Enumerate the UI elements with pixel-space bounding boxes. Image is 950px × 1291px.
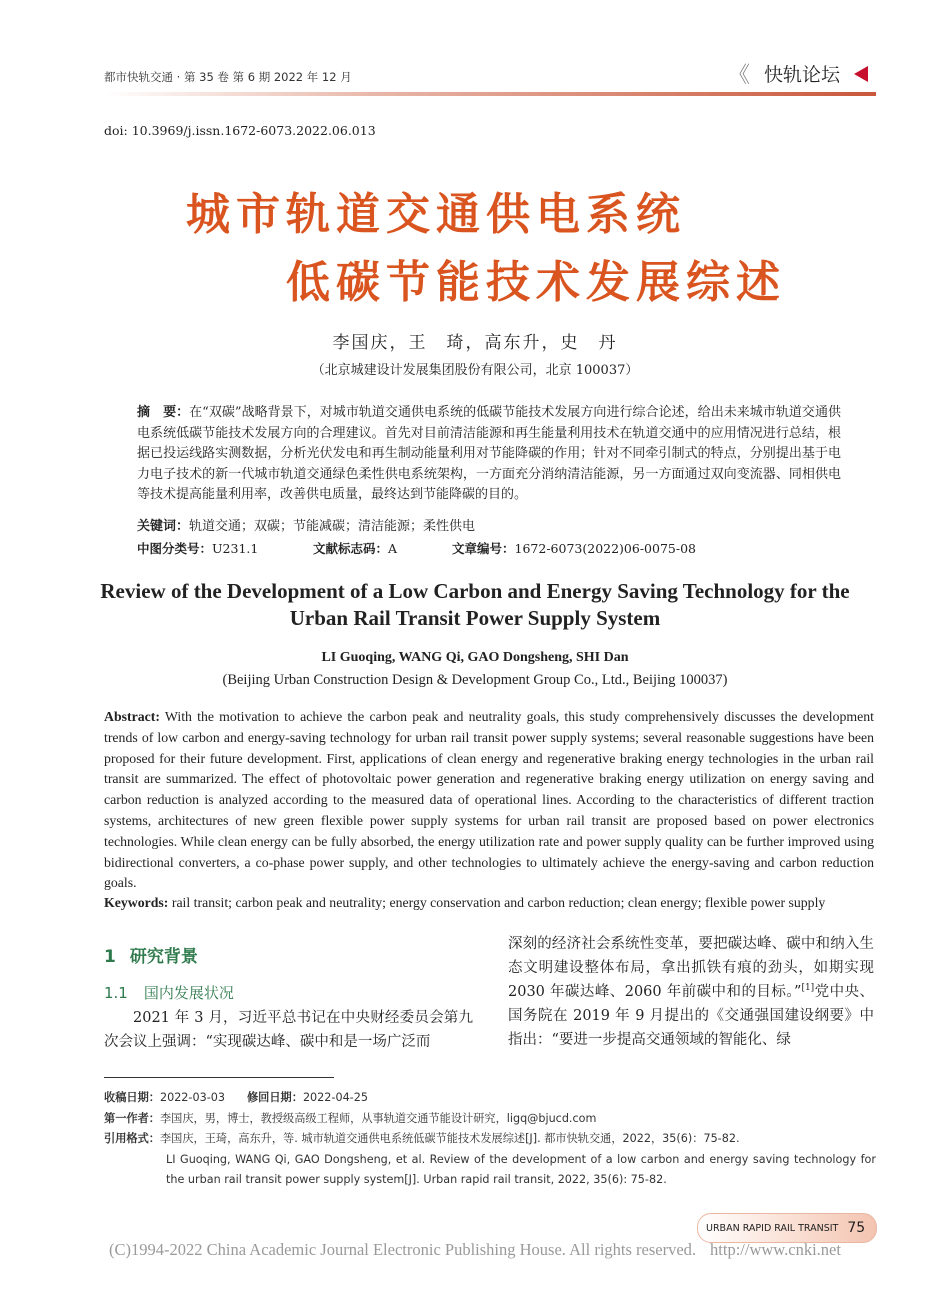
doc-code-item bbox=[313, 539, 452, 557]
revised-label: 修回日期： bbox=[246, 1091, 303, 1104]
copyright-line bbox=[0, 1240, 950, 1260]
article-no-item bbox=[452, 539, 696, 557]
citation-label: 引用格式： bbox=[104, 1132, 160, 1145]
cn-title-line2: 低碳节能技术发展综述 bbox=[286, 257, 786, 308]
footnotes bbox=[104, 1088, 876, 1191]
classification-line bbox=[137, 539, 696, 557]
page-badge bbox=[697, 1213, 877, 1243]
clc-label: 中图分类号： bbox=[137, 541, 213, 556]
article-no-label: 文章编号： bbox=[452, 541, 515, 556]
revised-date: 2022-04-25 bbox=[302, 1091, 368, 1104]
subsection-title: 国内发展状况 bbox=[143, 984, 234, 1002]
citation-ref[interactable]: [1] bbox=[801, 983, 815, 994]
right-para-main: 深刻的经济社会系统性变革，要把碳达峰、碳中和纳入生态文明建设整体布局，拿出抓铁有痕的劲头，如期实现 2030 年碳达峰、2060 年前碳中和的目标。” bbox=[508, 936, 874, 1000]
en-keywords-text: rail transit; carbon peak and neutrality; energy conservation and carbon reduction; clean energy; flexible power supply bbox=[171, 895, 826, 910]
first-author-row bbox=[104, 1109, 876, 1130]
en-abstract-label: Abstract: bbox=[104, 709, 160, 724]
cnki-url[interactable]: http://www.cnki.net bbox=[710, 1240, 841, 1259]
section-title: 研究背景 bbox=[129, 947, 198, 967]
en-abstract bbox=[104, 707, 874, 894]
copyright-text: (C)1994-2022 China Academic Journal Electronic Publishing House. All rights reserved. bbox=[109, 1240, 697, 1259]
page-number: 75 bbox=[847, 1220, 866, 1236]
cn-authors: 李国庆，王 琦，高东升，史 丹 bbox=[332, 333, 618, 353]
journal-issue-line: 都市快轨交通 · 第 35 卷 第 6 期 2022 年 12 月 bbox=[104, 70, 352, 84]
en-abstract-text: With the motivation to achieve the carbon peak and neutrality goals, this study comprehensively discusses the development trends of low carbon and energy-saving technology for urban rail transit power supply systems; several reasonable suggestions have been proposed for their future development. First, applications of clean energy and regenerative braking energy technologies in the urban rail transit are summarized. The effect of photovoltaic power generation and regenerative braking energy utilization on energy saving and carbon reduction is analyzed according to the measured data of operational lines. According to the characteristics of different traction systems, architectures of new green flexible power supply systems for urban rail transit are proposed based on power electronics technologies. While clean energy can be fully absorbed, the energy utilization rate and power supply quality can be further improved using bidirectional converters, a co-phase power supply, and other technologies to ultimately achieve the energy-saving and carbon reduction goals. bbox=[104, 709, 874, 891]
cn-abstract-label: 摘 要： bbox=[137, 405, 190, 420]
section-heading-1 bbox=[104, 942, 198, 967]
section-number: 1 bbox=[104, 947, 116, 967]
cn-keywords-text: 轨道交通；双碳；节能减碳；清洁能源；柔性供电 bbox=[189, 519, 476, 534]
cn-title-line1: 城市轨道交通供电系统 bbox=[186, 189, 686, 240]
clc-value: U231.1 bbox=[212, 541, 259, 556]
first-author-label: 第一作者： bbox=[104, 1111, 160, 1125]
cn-keywords-label: 关键词： bbox=[137, 519, 190, 534]
cn-keywords bbox=[137, 515, 841, 534]
cn-abstract-text: 在“双碳”战略背景下，对城市轨道交通供电系统的低碳节能技术发展方向进行综合论述，给出未来城市轨道交通供电系统低碳节能技术发展方向的合理建议。首先对目前清洁能源和再生能量利用技术在轨道交通中的应用情况进行总结，根据已投运线路实测数据，分析光伏发电和再生制动能量利用对节能降碳的作用；针对不同牵引制式的特点，分别提出基于电力电子技术的新一代城市轨道交通绿色柔性供电系统架构，一方面充分消纳清洁能源，另一方面通过双向变流器、同相供电等技术提高能量利用率，改善供电质量，最终达到节能降碳的目的。 bbox=[137, 405, 841, 502]
double-chevron-icon: 《 bbox=[728, 63, 751, 88]
body-paragraph-left: 2021 年 3 月，习近平总书记在中央财经委员会第九次会议上强调：“实现碳达峰、碳中和是一场广泛而 bbox=[104, 1010, 473, 1050]
article-no-value: 1672-6073(2022)06-0075-08 bbox=[514, 541, 696, 556]
citation-en: LI Guoqing, WANG Qi, GAO Dongsheng, et al. Review of the development of a low carbon and energy saving technology for the urban rail transit power supply system[J]. Urban rapid rail transit, 2022, 35(6): 75-82. bbox=[166, 1152, 876, 1186]
citation-row bbox=[104, 1129, 876, 1150]
subsection-number: 1.1 bbox=[104, 984, 128, 1002]
column-name: 快轨论坛 bbox=[764, 64, 841, 86]
received-date: 2022-03-03 bbox=[159, 1091, 225, 1104]
journal-english-name: URBAN RAPID RAIL TRANSIT bbox=[706, 1222, 839, 1234]
clc-item bbox=[137, 539, 313, 557]
first-author-text: 李国庆，男，博士，教授级高级工程师，从事轨道交通节能设计研究，ligq@bjucd.com bbox=[159, 1111, 597, 1125]
en-title: Review of the Development of a Low Carbon and Energy Saving Technology for the Urban Rail Transit Power Supply System bbox=[100, 579, 850, 630]
right-para-tail: 党中央、国务院在 2019 年 9 月提出的《交通强国建设纲要》中指出：“要进一步提高交通领域的智能化、绿 bbox=[508, 984, 874, 1048]
en-authors: LI Guoqing, WANG Qi, GAO Dongsheng, SHI Dan bbox=[321, 650, 629, 665]
column-tag bbox=[728, 58, 868, 89]
body-paragraph-right bbox=[508, 932, 874, 1052]
header-rule bbox=[104, 92, 876, 96]
footnote-rule bbox=[104, 1077, 334, 1078]
doi[interactable]: doi: 10.3969/j.issn.1672-6073.2022.06.013 bbox=[104, 123, 376, 138]
en-keywords-label: Keywords: bbox=[104, 895, 169, 910]
dates-row bbox=[104, 1088, 876, 1109]
en-keywords bbox=[104, 895, 884, 911]
doc-code-value: A bbox=[388, 541, 398, 556]
en-affiliation: (Beijing Urban Construction Design & Development Group Co., Ltd., Beijing 100037) bbox=[222, 672, 728, 688]
doc-code-label: 文献标志码： bbox=[313, 541, 389, 556]
received-label: 收稿日期： bbox=[104, 1091, 160, 1104]
section-heading-1-1 bbox=[104, 982, 234, 1003]
cn-abstract bbox=[137, 403, 841, 506]
cn-affiliation: （北京城建设计发展集团股份有限公司，北京 100037） bbox=[311, 363, 639, 378]
triangle-left-icon bbox=[854, 66, 868, 82]
citation-cn: 李国庆，王琦，高东升，等. 城市轨道交通供电系统低碳节能技术发展综述[J]. 都市快轨交通，2022，35(6)：75-82. bbox=[159, 1132, 740, 1145]
